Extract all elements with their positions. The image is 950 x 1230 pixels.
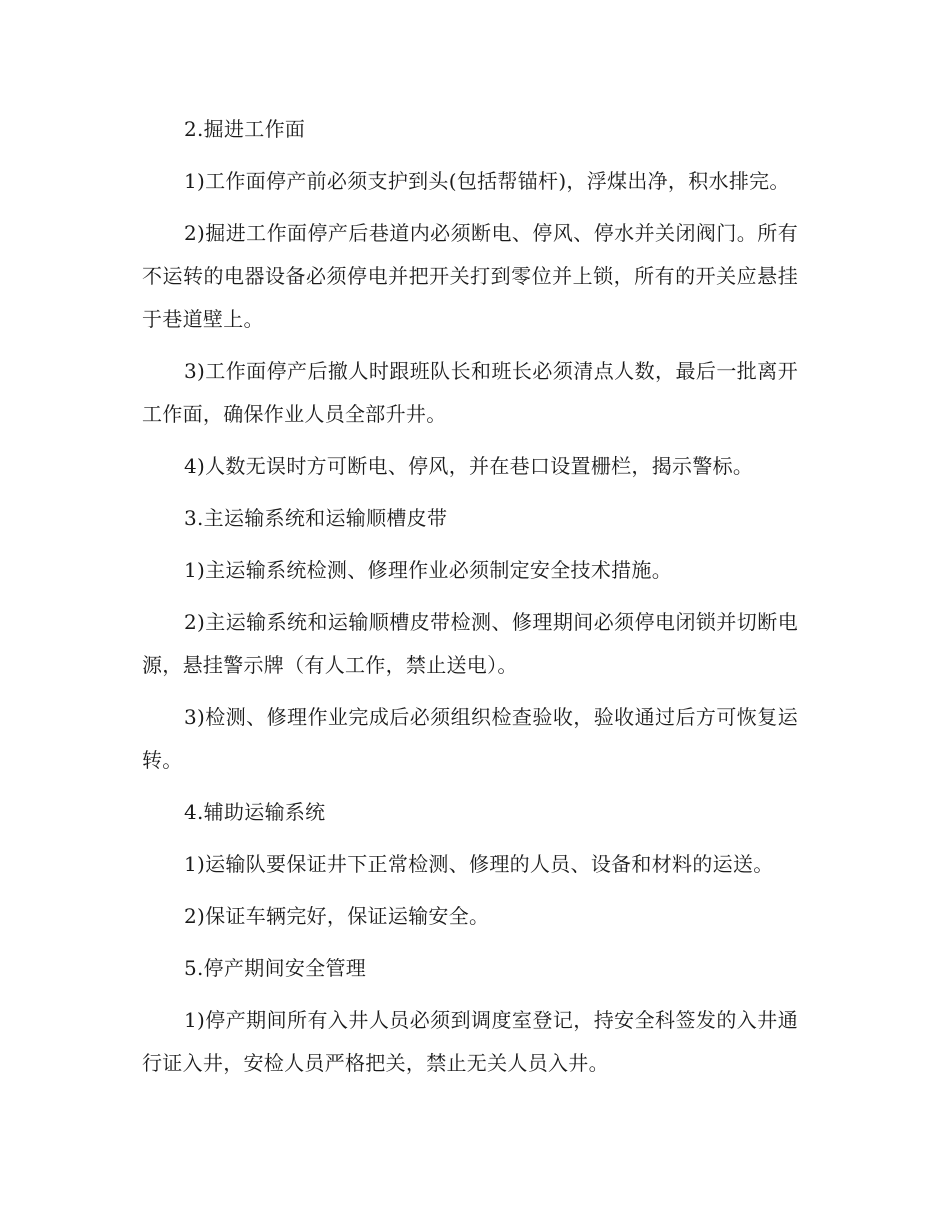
section-heading-tunneling: 2.掘进工作面 xyxy=(184,117,306,141)
paragraph-main-transport-1: 1)主运输系统检测、修理作业必须制定安全技术措施。 xyxy=(184,558,673,582)
document-page xyxy=(142,108,798,1085)
section-heading-auxiliary-transport: 4.辅助运输系统 xyxy=(184,800,326,824)
paragraph-tunneling-3: 3)工作面停产后撤人时跟班队长和班长必须清点人数，最后一批离开工作面，确保作业人员全部升井。 xyxy=(142,359,798,426)
paragraph-tunneling-4: 4)人数无误时方可断电、停风，并在巷口设置栅栏，揭示警标。 xyxy=(184,454,754,478)
paragraph-safety-management-1: 1)停产期间所有入井人员必须到调度室登记，持安全科签发的入井通行证入井，安检人员严格把关，禁止无关人员入井。 xyxy=(142,1008,798,1075)
paragraph-main-transport-3: 3)检测、修理作业完成后必须组织检查验收，验收通过后方可恢复运转。 xyxy=(142,705,798,772)
paragraph-tunneling-1: 1)工作面停产前必须支护到头(包括帮锚杆)，浮煤出净，积水排完。 xyxy=(184,169,790,193)
paragraph-auxiliary-transport-1: 1)运输队要保证井下正常检测、修理的人员、设备和材料的运送。 xyxy=(184,852,774,876)
paragraph-tunneling-2: 2)掘进工作面停产后巷道内必须断电、停风、停水并关闭阀门。所有不运转的电器设备必须停电并把开关打到零位并上锁，所有的开关应悬挂于巷道壁上。 xyxy=(142,221,798,331)
section-heading-safety-management: 5.停产期间安全管理 xyxy=(184,956,367,980)
paragraph-main-transport-2: 2)主运输系统和运输顺槽皮带检测、修理期间必须停电闭锁并切断电源，悬挂警示牌（有人工作，禁止送电）。 xyxy=(142,610,798,677)
section-heading-main-transport: 3.主运输系统和运输顺槽皮带 xyxy=(184,506,448,530)
paragraph-auxiliary-transport-2: 2)保证车辆完好，保证运输安全。 xyxy=(184,904,490,928)
